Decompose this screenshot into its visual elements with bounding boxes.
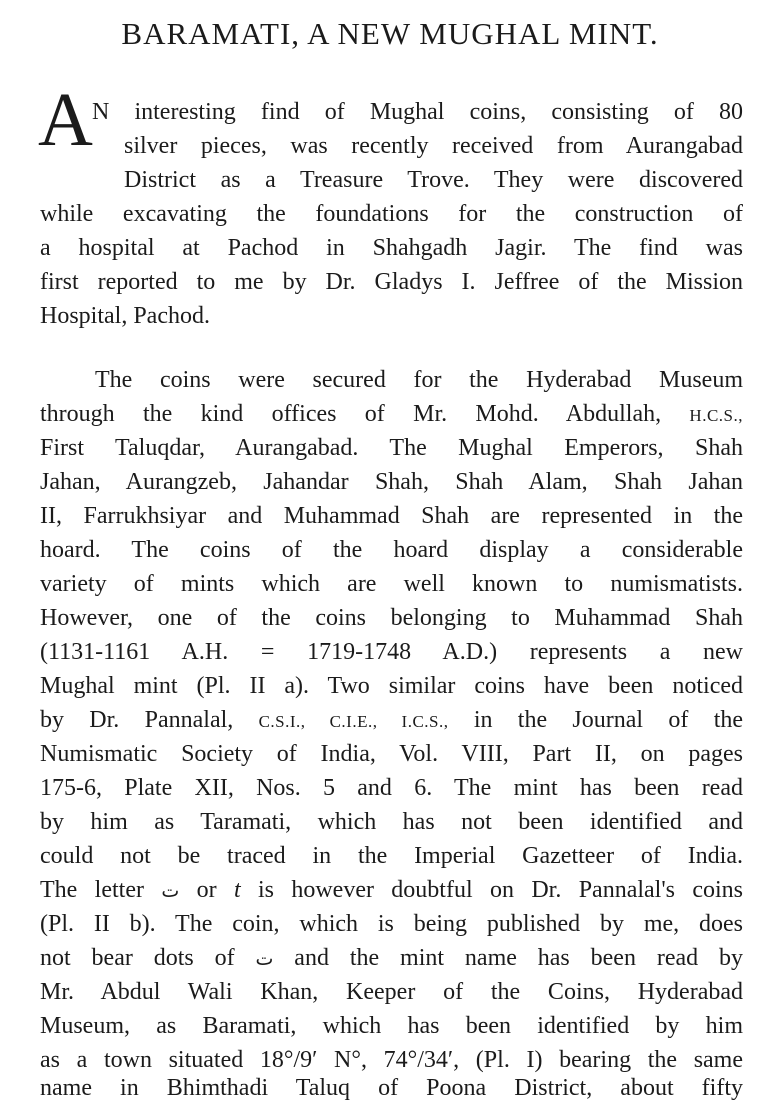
text-line: Jahan, Aurangzeb, Jahandar Shah, Shah Alam, Shah Jahan — [40, 469, 743, 495]
text-line: a hospital at Pachod in Shahgadh Jagir. The find was — [40, 235, 743, 261]
text-segment: not bear dots of — [40, 945, 235, 971]
text-line: while excavating the foundations for the construction of — [40, 201, 743, 227]
honorific-hcs: H.C.S., — [689, 406, 743, 425]
arabic-letter-ta: ت — [255, 948, 274, 970]
text-line: N interesting find of Mughal coins, consisting of 80 — [92, 99, 743, 125]
text-line: hoard. The coins of the hoard display a considerable — [40, 537, 743, 563]
text-line: variety of mints which are well known to numismatists. — [40, 571, 743, 597]
text-line — [40, 704, 743, 738]
text-line: (1131-1161 A.H. = 1719-1748 A.D.) represents a new — [40, 639, 743, 665]
text-line: Mughal mint (Pl. II a). Two similar coins have been noticed — [40, 673, 743, 699]
page-title: BARAMATI, A NEW MUGHAL MINT. — [121, 16, 659, 51]
text-line — [40, 874, 743, 908]
text-segment: by Dr. Pannalal, — [40, 707, 234, 733]
text-line: first reported to me by Dr. Gladys I. Jeffree of the Mission — [40, 269, 743, 295]
text-line: The coins were secured for the Hyderabad Museum — [95, 367, 743, 393]
arabic-letter-ta: ت — [161, 880, 180, 902]
text-segment: through the kind offices of Mr. Mohd. Abdullah, — [40, 401, 662, 427]
text-segment: The letter — [40, 877, 144, 903]
text-segment: is however doubtful on Dr. Pannalal's coins — [257, 877, 744, 903]
text-line: could not be traced in the Imperial Gazetteer of India. — [40, 843, 743, 869]
honorific-titles: C.S.I., C.I.E., I.C.S., — [258, 712, 449, 731]
text-line: Mr. Abdul Wali Khan, Keeper of the Coins, Hyderabad — [40, 979, 743, 1005]
text-line: name in Bhimthadi Taluq of Poona District, about fifty — [40, 1075, 743, 1101]
text-line — [40, 398, 743, 432]
text-segment: and the mint name has been read by — [294, 945, 744, 971]
text-segment: in the Journal of the — [473, 707, 744, 733]
text-line: by him as Taramati, which has not been identified and — [40, 809, 743, 835]
text-line: silver pieces, was recently received from Aurangabad — [124, 133, 743, 159]
text-line: (Pl. II b). The coin, which is being published by me, does — [40, 911, 743, 937]
text-line: However, one of the coins belonging to Muhammad Shah — [40, 605, 743, 631]
text-line: 175-6, Plate XII, Nos. 5 and 6. The mint has been read — [40, 775, 743, 801]
text-line: Museum, as Baramati, which has been identified by him — [40, 1013, 743, 1039]
text-line — [40, 942, 743, 976]
italic-letter-t: t — [233, 877, 241, 903]
drop-cap: A — [38, 78, 93, 162]
text-line: II, Farrukhsiyar and Muhammad Shah are represented in the — [40, 503, 743, 529]
text-line: First Taluqdar, Aurangabad. The Mughal Emperors, Shah — [40, 435, 743, 461]
text-segment: or — [196, 877, 217, 903]
text-line: District as a Treasure Trove. They were discovered — [124, 167, 743, 193]
text-line: Hospital, Pachod. — [40, 303, 210, 329]
text-line: Numismatic Society of India, Vol. VIII, Part II, on pages — [40, 741, 743, 767]
text-line: as a town situated 18°/9′ N°, 74°/34′, (Pl. I) bearing the same — [40, 1047, 743, 1073]
